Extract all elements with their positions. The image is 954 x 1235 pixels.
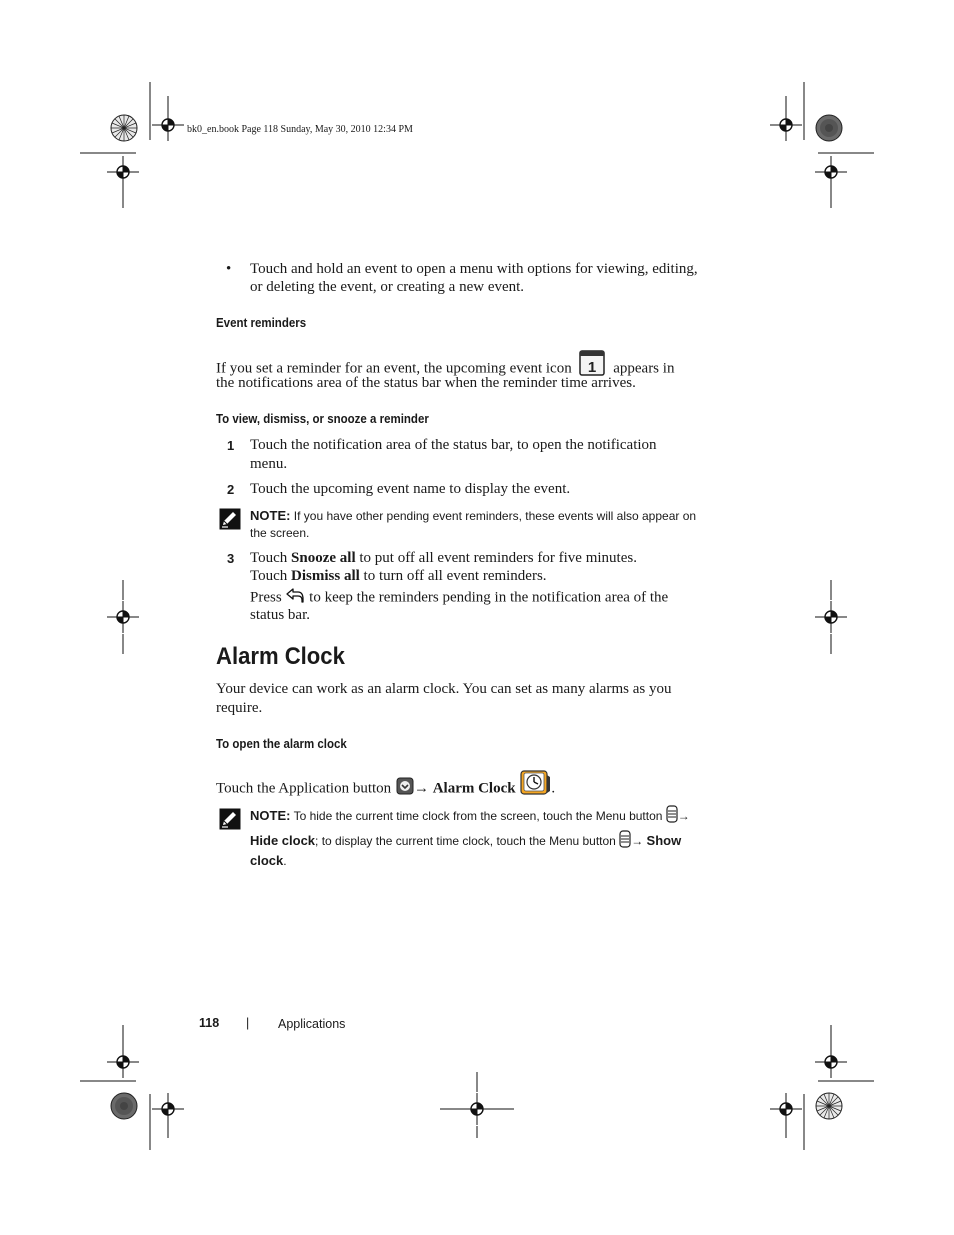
note-1-text: If you have other pending event reminders, these events will also appear on: [293, 509, 697, 523]
step-1-line-1: Touch the notification area of the status bar, to open the notification: [250, 437, 657, 453]
registration-mark-icon: [107, 1046, 139, 1078]
step-3-text: Touch: [250, 568, 292, 584]
registration-mark-icon: [152, 109, 184, 141]
step-3-text: to put off all event reminders for five minutes.: [355, 550, 637, 566]
open-alarm-instruction: [216, 772, 555, 806]
hide-clock-label: Hide clock: [250, 833, 316, 849]
calendar-digit: 1: [588, 359, 597, 376]
step-2-text: Touch the upcoming event name to display the event.: [250, 481, 571, 497]
event-reminders-heading: Event reminders: [216, 316, 307, 330]
para-text-b: appears in: [613, 360, 675, 377]
arrow: →: [631, 834, 644, 849]
footer-section: Applications: [278, 1017, 346, 1031]
registration-mark-icon: [815, 601, 847, 633]
application-button-icon: [396, 777, 414, 801]
dismiss-all-label: Dismiss all: [291, 568, 360, 584]
step-3-line-2: [250, 567, 547, 586]
arrow: →: [413, 780, 429, 797]
period: .: [551, 780, 556, 797]
snooze-all-label: Snooze all: [291, 550, 356, 566]
color-wheel-icon: [816, 1093, 842, 1119]
show-clock-label: Show: [646, 833, 682, 849]
print-header: bk0_en.book Page 118 Sunday, May 30, 2010 12:34 PM: [187, 124, 413, 135]
step-1-number: 1: [227, 438, 235, 453]
color-wheel-icon: [111, 115, 137, 141]
footer-separator: |: [246, 1016, 250, 1030]
menu-button-icon: [666, 805, 678, 829]
step-3-line-4: status bar.: [250, 607, 310, 623]
step-3-text: to turn off all event reminders.: [359, 568, 547, 584]
step-1-line-2: menu.: [250, 456, 288, 472]
step-2-number: 2: [227, 482, 235, 497]
note-1-line-2: the screen.: [250, 526, 310, 540]
registration-mark-icon: [107, 601, 139, 633]
instruction-text: Touch the Application button: [216, 780, 392, 797]
menu-button-icon: [619, 830, 631, 854]
section-title: Alarm Clock: [216, 643, 345, 670]
note-2-text: To hide the current time clock from the screen, touch the Menu button: [293, 809, 663, 824]
note-2-line-1: [250, 805, 690, 829]
registration-mark-icon: [815, 1046, 847, 1078]
bullet-marker: •: [226, 261, 232, 277]
registration-mark-icon: [461, 1093, 493, 1125]
note-1-line-1: [250, 506, 696, 526]
registration-mark-icon: [152, 1093, 184, 1125]
registration-mark-icon: [770, 109, 802, 141]
step-3-text: Touch: [250, 550, 292, 566]
registration-mark-icon: [815, 156, 847, 188]
alarm-intro-line-1: Your device can work as an alarm clock. You can set as many alarms as you: [216, 681, 672, 697]
step-3-number: 3: [227, 551, 235, 566]
alarm-intro-line-2: require.: [216, 700, 263, 716]
color-wheel-icon: [111, 1093, 137, 1119]
note-2-line-3: [250, 851, 287, 871]
step-3-line-1: [250, 549, 637, 568]
show-clock-label-cont: clock: [250, 853, 284, 868]
note-2-line-2: [250, 830, 681, 854]
color-wheel-icon: [816, 115, 842, 141]
note-2-label: NOTE:: [250, 808, 291, 824]
note-1-label: NOTE:: [250, 508, 291, 523]
registration-mark-icon: [107, 156, 139, 188]
bullet-line-1: Touch and hold an event to open a menu with options for viewing, editing,: [250, 261, 698, 277]
arrow: →: [677, 809, 690, 824]
period: .: [283, 854, 287, 868]
open-alarm-heading: To open the alarm clock: [216, 737, 347, 751]
para-text-a: If you set a reminder for an event, the upcoming event icon: [216, 360, 572, 377]
event-reminders-para-line-2: the notifications area of the status bar when the reminder time arrives.: [216, 375, 636, 391]
view-dismiss-heading: To view, dismiss, or snooze a reminder: [216, 412, 429, 426]
note-pencil-icon: [219, 808, 241, 835]
alarm-clock-icon: [519, 769, 551, 803]
alarm-clock-label: Alarm Clock: [432, 780, 516, 797]
bullet-line-2: or deleting the event, or creating a new event.: [250, 279, 525, 295]
registration-mark-icon: [770, 1093, 802, 1125]
note-2-text: ; to display the current time clock, touch the Menu button: [315, 834, 616, 849]
note-pencil-icon: [219, 508, 241, 535]
step-3-text: to keep the reminders pending in the notification area of the: [309, 589, 669, 606]
step-3-text: Press: [250, 589, 282, 606]
step-3-line-3: [250, 587, 668, 609]
page-number: 118: [199, 1016, 220, 1030]
